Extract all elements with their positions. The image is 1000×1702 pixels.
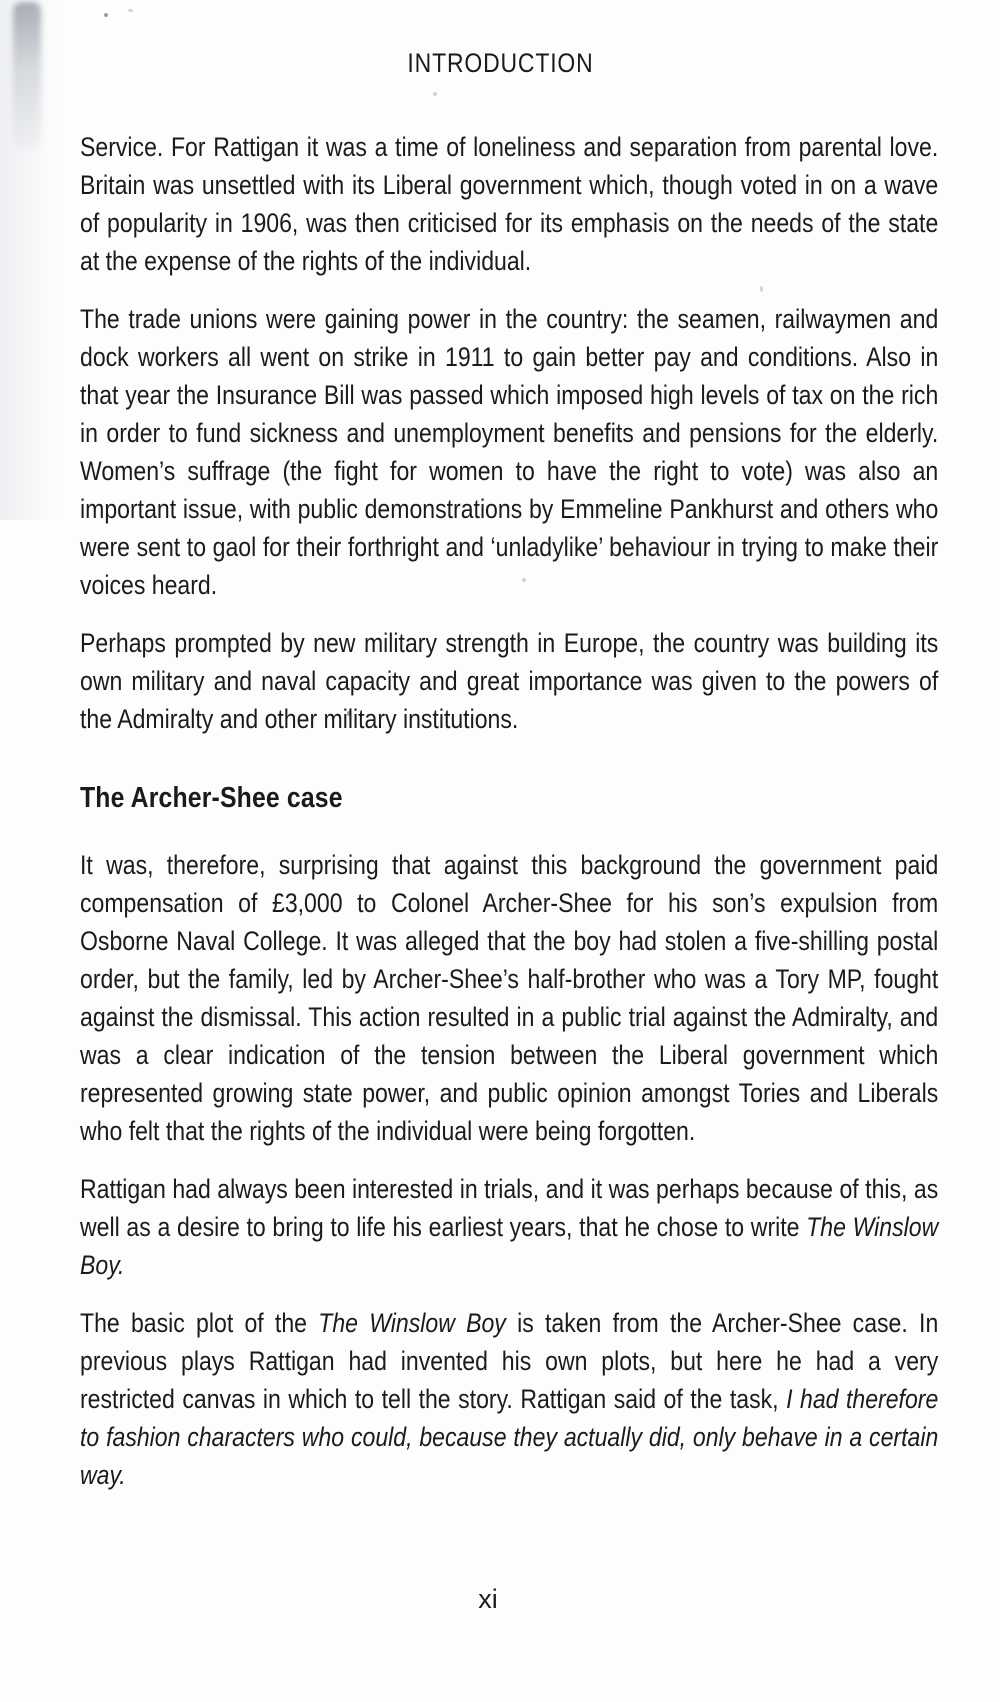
scan-speck: [104, 13, 108, 17]
body-paragraph-2: The trade unions were gaining power in the country: the seamen, railwaymen and dock workers all went on strike in 1911 to gain better pay and conditions. Also in that year the Insurance Bill was passed which imposed high levels of tax on the rich in order to fund sickness and unemployment benefits and pensions for the elderly. Women’s suffrage (the fight for women to have the right to vote) was also an important issue, with public demonstrations by Emmeline Pankhurst and others who were sent to gaol for their forthright and ‘unladylike’ behaviour in trying to make their voices heard.: [80, 304, 939, 600]
body-paragraph-6: The basic plot of the The Winslow Boy is taken from the Archer-Shee case. In previous plays Rattigan had invented his own plots, but here he had a very restricted canvas in which to tell the story. Rattigan said of the task, I had therefore to fashion characters who could, because they actually did, only behave in a certain way.: [80, 1308, 939, 1490]
scan-speck: [128, 9, 133, 12]
scan-speck: [433, 92, 437, 96]
body-paragraph-3: Perhaps prompted by new military strength in Europe, the country was building its own military and naval capacity and great importance was given to the powers of the Admiralty and other military institutions.: [80, 628, 939, 734]
page-header: [0, 48, 1000, 79]
body-paragraph-4: It was, therefore, surprising that against this background the government paid compensation of £3,000 to Colonel Archer-Shee for his son’s expulsion from Osborne Naval College. It was alleged that the boy had stolen a five-shilling postal order, but the family, led by Archer-Shee’s half-brother who was a Tory MP, fought against the dismissal. This action resulted in a public trial against the Admiralty, and was a clear indication of the tension between the Liberal government which represented growing state power, and public opinion amongst Tories and Liberals who felt that the rights of the individual were being forgotten.: [80, 850, 939, 1146]
body-paragraph-1: Service. For Rattigan it was a time of loneliness and separation from parental love. Britain was unsettled with its Liberal government which, though voted in on a wave of popularity in 1906, was then criticised for its emphasis on the needs of the state at the expense of the rights of the individual.: [80, 132, 939, 276]
page-number: xi: [478, 1584, 498, 1614]
section-heading: The Archer-Shee case: [80, 782, 343, 814]
body-paragraph-5: Rattigan had always been interested in trials, and it was perhaps because of this, as well as a desire to bring to life his earliest years, that he chose to write The Winslow Boy.: [80, 1174, 939, 1280]
page-body: [80, 128, 938, 1514]
page-title: INTRODUCTION: [406, 48, 594, 78]
